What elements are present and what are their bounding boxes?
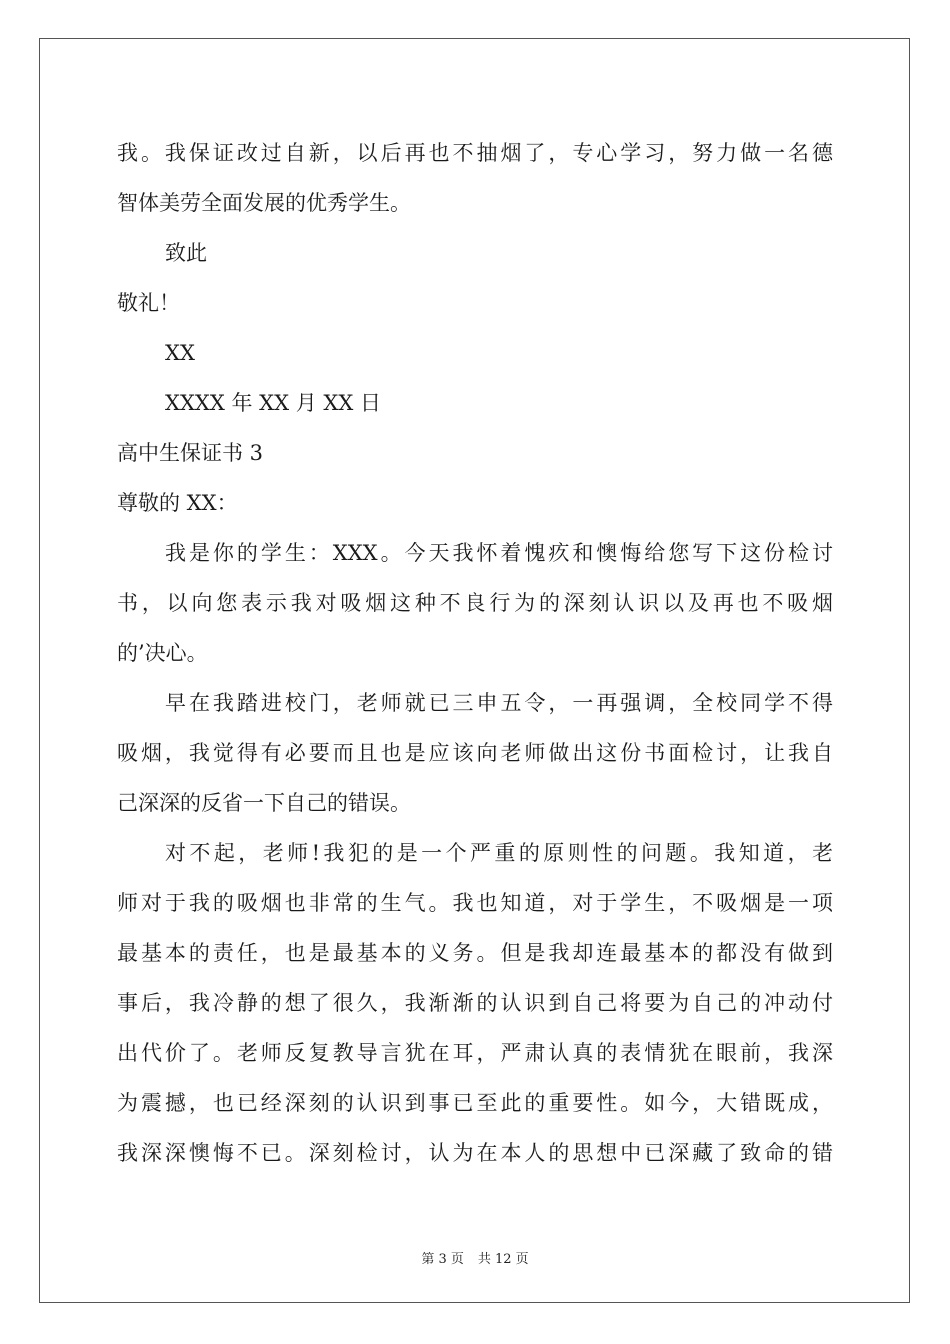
text-line: 己深深的反省一下自己的错误。 — [117, 791, 411, 815]
page-number: 第 3 页 — [421, 1252, 464, 1267]
text-line: 吸烟，我觉得有必要而且也是应该向老师做出这份书面检讨，让我自 — [117, 741, 833, 765]
text-line: 智体美劳全面发展的优秀学生。 — [117, 191, 411, 215]
text-line: 书，以向您表示我对吸烟这种不良行为的深刻认识以及再也不吸烟 — [117, 591, 833, 615]
text-line: 尊敬的 XX： — [117, 491, 238, 515]
page-total: 共 12 页 — [477, 1252, 529, 1267]
document-body — [117, 128, 833, 1178]
text-line: 早在我踏进校门，老师就已三申五令，一再强调，全校同学不得 — [165, 691, 833, 715]
text-line: 师对于我的吸烟也非常的生气。我也知道，对于学生，不吸烟是一项 — [117, 891, 833, 915]
text-line: XX — [165, 341, 195, 365]
text-line: 致此 — [165, 241, 207, 265]
text-line: 高中生保证书 3 — [117, 441, 264, 465]
page-footer — [0, 1248, 950, 1267]
text-line: 事后，我冷静的想了很久，我渐渐的认识到自己将要为自己的冲动付 — [117, 991, 833, 1015]
text-line: 为震撼，也已经深刻的认识到事已至此的重要性。如今，大错既成， — [117, 1091, 833, 1115]
text-line: 对不起，老师!我犯的是一个严重的原则性的问题。我知道，老 — [165, 841, 833, 865]
text-line: 我。我保证改过自新，以后再也不抽烟了，专心学习，努力做一名德 — [117, 141, 833, 165]
text-line: 我深深懊悔不已。深刻检讨，认为在本人的思想中已深藏了致命的错 — [117, 1141, 833, 1165]
text-line: 的’决心。 — [117, 641, 208, 665]
text-line: 我是你的学生：XXX。今天我怀着愧疚和懊悔给您写下这份检讨 — [165, 541, 833, 565]
text-line: 敬礼！ — [117, 291, 180, 315]
text-line: XXXX 年 XX 月 XX 日 — [165, 391, 381, 415]
text-line: 最基本的责任，也是最基本的义务。但是我却连最基本的都没有做到 — [117, 941, 833, 965]
text-line: 出代价了。老师反复教导言犹在耳，严肃认真的表情犹在眼前，我深 — [117, 1041, 833, 1065]
